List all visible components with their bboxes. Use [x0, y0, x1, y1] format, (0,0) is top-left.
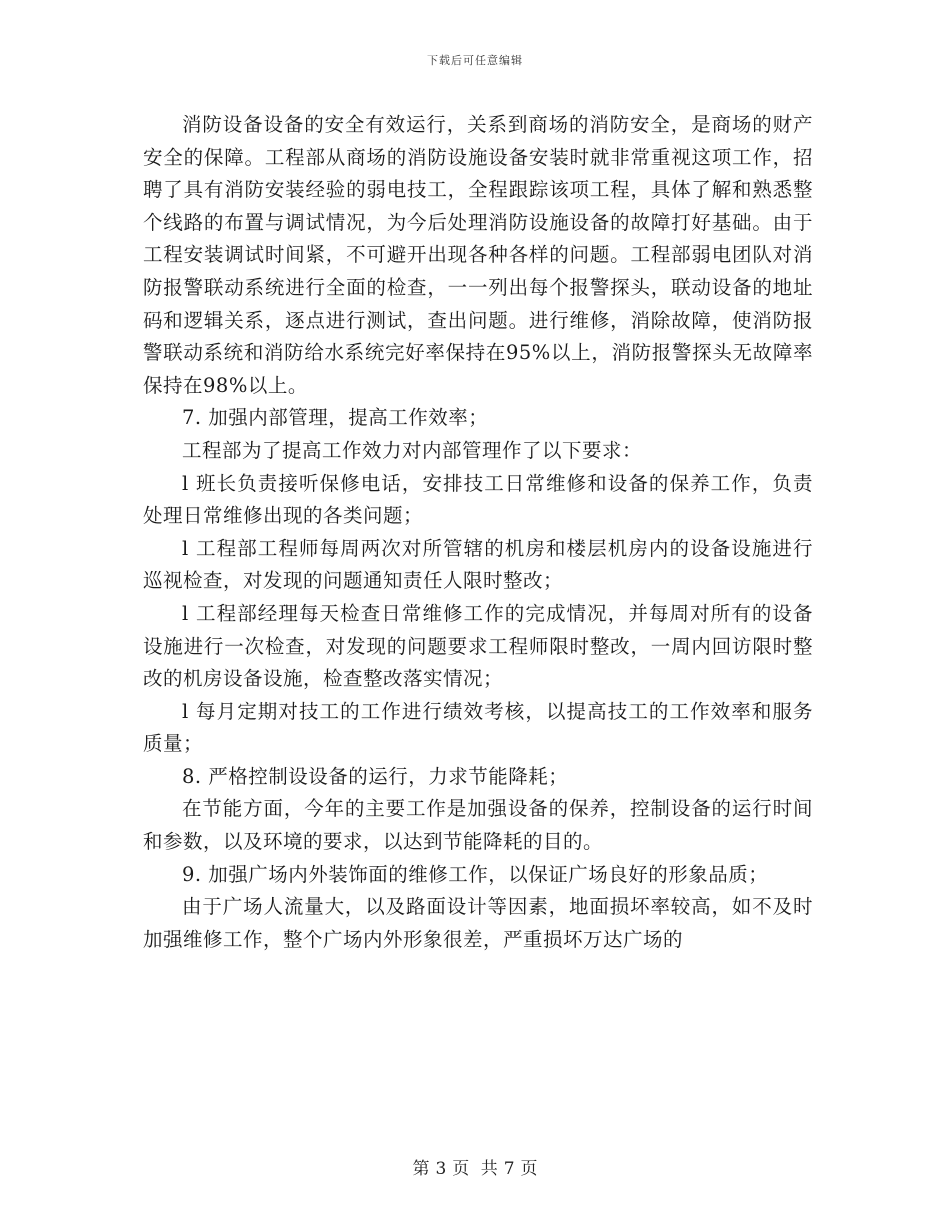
section-heading-7: 7. 加强内部管理，提高工作效率； — [182, 406, 489, 430]
list-item-team-leader: l 班长负责接听保修电话，安排技工日常维修和设备的保养工作，负责处理日常维修出现的各类问题； — [143, 471, 813, 528]
page-footer — [0, 1154, 950, 1179]
footer-prefix: 第 — [412, 1159, 430, 1179]
paragraph-internal-management: 工程部为了提高工作效力对内部管理作了以下要求： — [182, 438, 643, 462]
paragraph-fire-equipment: 消防设备设备的安全有效运行，关系到商场的消防安全，是商场的财产安全的保障。工程部从商场的消防设施设备安装时就非常重视这项工作，招聘了具有消防安装经验的弱电技工，全程跟踪该项工程，具体了解和熟悉整个线路的布置与调试情况，为今后处理消防设施设备的故障打好基础。由于工程安装调试时间紧，不可避开出现各种各样的问题。工程部弱电团队对消防报警联动系统进行全面的检查，一一列出每个报警探头，联动设备的地址码和逻辑关系，逐点进行测试，查出问题。进行维修，消除故障，使消防报警联动系统和消防给水系统完好率保持在95%以上，消防报警探头无故障率保持在98%以上。 — [143, 113, 813, 397]
list-item-performance-review: l 每月定期对技工的工作进行绩效考核，以提高技工的工作效率和服务质量； — [143, 699, 813, 756]
section-heading-8: 8. 严格控制设设备的运行，力求节能降耗； — [182, 764, 569, 788]
list-item-engineer-inspection: l 工程部工程师每周两次对所管辖的机房和楼层机房内的设备设施进行巡视检查，对发现的问题通知责任人限时整改； — [143, 536, 813, 593]
footer-middle: 页 共 — [452, 1159, 498, 1179]
document-body — [143, 109, 813, 956]
paragraph-plaza-maintenance: 由于广场人流量大，以及路面设计等因素，地面损坏率较高，如不及时加强维修工作，整个广场内外形象很差，严重损坏万达广场的 — [143, 895, 813, 951]
section-heading-9: 9. 加强广场内外装饰面的维修工作，以保证广场良好的形象品质； — [182, 862, 769, 886]
page-header: 下载后可任意编辑 — [427, 54, 523, 67]
list-item-manager-inspection: l 工程部经理每天检查日常维修工作的完成情况，并每周对所有的设备设施进行一次检查，对发现的问题要求工程师限时整改，一周内回访限时整改的机房设备设施，检查整改落实情况； — [143, 601, 813, 691]
footer-suffix: 页 — [520, 1159, 538, 1179]
paragraph-energy-saving: 在节能方面，今年的主要工作是加强设备的保养，控制设备的运行时间和参数，以及环境的要求，以达到节能降耗的目的。 — [143, 797, 813, 854]
current-page-number: 3 — [435, 1159, 447, 1179]
total-pages-number: 7 — [503, 1159, 515, 1179]
